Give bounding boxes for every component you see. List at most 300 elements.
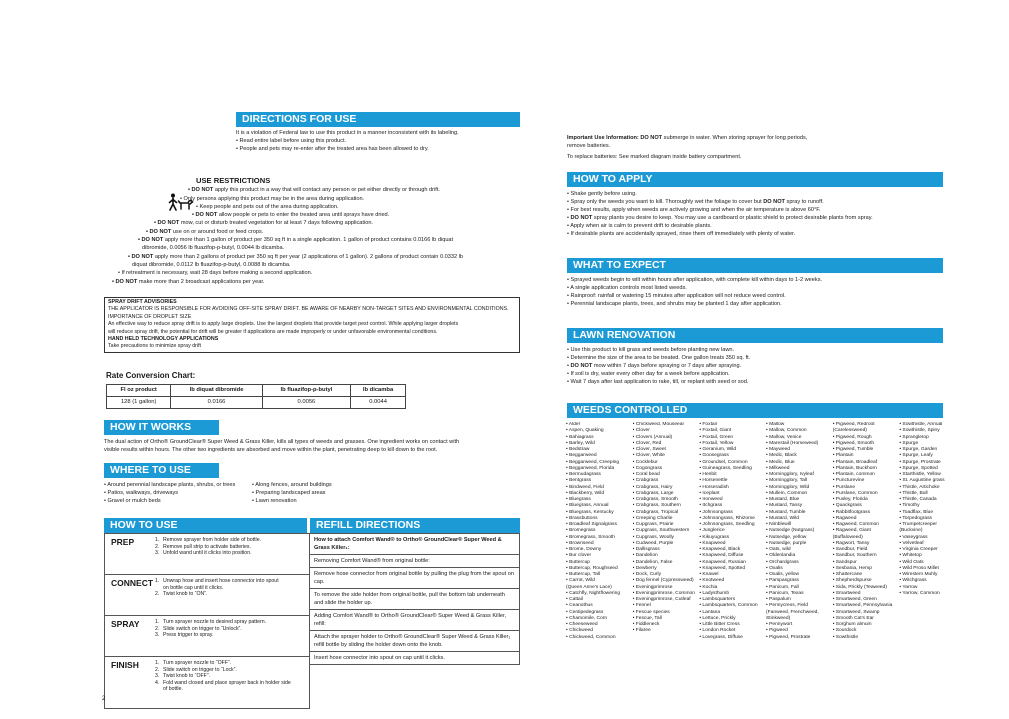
weed-item: • Timothy [899, 503, 920, 509]
how-to-apply-section [567, 172, 943, 239]
where-item: • Around perennial landscape plants, shrubs, or trees [104, 482, 236, 488]
weed-item: • Smartweed [832, 590, 861, 596]
restriction-line: • Keep people and pets out of the area during application. [196, 203, 339, 210]
weed-item: • Spurge, Spotted [899, 465, 938, 471]
expect-line: • Perennial landscape plants, trees, and shrubs may be planted 1 day after application. [567, 301, 782, 308]
weed-item: • Bedstraw [566, 447, 590, 452]
weed-item: • Cupgrass, Prairie [632, 522, 674, 527]
step-item: Slide switch on trigger to “Unlock”. [163, 625, 242, 632]
weeds-column [633, 422, 700, 641]
where-item: • Preparing landscaped areas [252, 490, 326, 497]
weed-item: • Bermudagrass [566, 472, 601, 477]
where-item: • Lawn renovation [252, 498, 297, 505]
weed-item: • Knawel [699, 572, 719, 577]
weed-item: • Dandelion [632, 553, 658, 559]
weed-item: • Eveningprimrose [632, 584, 673, 590]
weeds-column [833, 422, 900, 641]
weed-item: • Cocklebur [632, 459, 658, 465]
weed-item: • Johnsongrass, Rhizome [699, 515, 755, 521]
weed-item: • Plantain, Buckhorn [832, 465, 877, 471]
weed-item: • Spurge, Prostrate [899, 459, 941, 465]
refill-row: Removing Comfort Wand® from original bottle: [310, 555, 519, 568]
weed-item: • Sesbania, Hemp [832, 565, 872, 571]
restriction-line: • Only persons applying this product may be in the area during application. [180, 195, 365, 202]
weed-item: • Purslane, Common [832, 490, 878, 496]
weed-item: • Knapweed, Spotted [699, 565, 746, 571]
weed-item: • Dewberry [632, 565, 657, 571]
weed-item: • Knapweed, Diffuse [699, 553, 744, 559]
weed-item: • Mayweed [766, 447, 791, 452]
what-to-expect-section [567, 258, 943, 308]
weed-item: • Fiddleneck [632, 622, 660, 627]
weed-item: • Chickweed, Common [566, 634, 616, 640]
apply-line: • Shake gently before using. [567, 191, 637, 197]
weed-item: • Morningglory, Tall [766, 478, 807, 484]
weed-item: • Barley, Wild [566, 440, 595, 446]
weed-item: • Cogongrass [632, 465, 663, 471]
weed-item: • Horsenettle [699, 478, 728, 484]
weed-item: • Beggarweed, Florida [566, 465, 615, 471]
directions-line: • Read entire label before using this product. [236, 137, 347, 144]
rate-header: Fl oz product [107, 385, 171, 397]
restriction-line: • DO NOT allow people or pets to enter the treated area until sprays have dried. [192, 212, 390, 219]
weed-item: • Thistle, Bull [899, 490, 928, 496]
weed-item: • Pigweed, Redroot [832, 422, 875, 427]
weed-item: • Oxalis, yellow [766, 572, 799, 577]
refill-directions-section [310, 518, 520, 665]
weed-item: • Dog fennel (Cypressweed) [632, 578, 694, 584]
step-item: Unwrap hose and insert hose connector into spout [163, 578, 279, 584]
weed-item: • Clover, Red [632, 440, 662, 446]
weed-item: • Plantain, Broadleaf [832, 459, 878, 465]
weed-item: • Mustard, Tansy [766, 503, 803, 509]
weed-item: • Spurge [899, 440, 919, 446]
weed-item: • Cupgrass, Southwestern [632, 528, 690, 534]
weed-item: • Eveningprimrose, Common [632, 590, 695, 596]
weed-item: (Buffaloweed) [832, 534, 863, 540]
lawn-renovation-section [567, 328, 943, 386]
restriction-line: • DO NOT apply more than 1 gallon of product per 350 sq ft in a single application. 1 gallon of product contains 0.0166 lb diquat [138, 237, 454, 244]
where-item: • Gravel or mulch beds [104, 498, 161, 505]
apply-line: • If desirable plants are accidentally sprayed, rinse them off immediately with plenty of water. [567, 231, 796, 238]
restriction-line: dibromide, 0.0056 lb fluazifop-p-butyl, 0.0044 lb dicamba. [142, 245, 285, 252]
weed-item: • Spurge, Garden [899, 447, 938, 452]
weed-item: • Chamomile, Corn [566, 615, 608, 621]
weed-item: • Ceanothus [566, 603, 593, 609]
weeds-column [566, 422, 633, 641]
weed-item: • Toadflax, Blue [899, 509, 934, 515]
weed-item: • Fescue, Tall [632, 615, 662, 621]
weed-item: • Buttercup [566, 559, 591, 565]
weed-item: • Bluegrass, Annual [566, 503, 609, 509]
weed-item: • Knotweed [699, 578, 725, 584]
rate-chart-title: Rate Conversion Chart: [106, 371, 196, 380]
step-spray: SPRAY 1. Turn sprayer nozzle to desired spray pattern. 2. Slide switch on trigger to “Unlock”. 3. Press trigger to spray. [105, 616, 309, 657]
weed-item: • Bahiagrass [566, 434, 594, 440]
weed-item: • Oldenlandia [766, 553, 796, 559]
weed-item: • Iceplant [699, 490, 720, 496]
apply-line: • Spray only the weeds you want to kill. Thoroughly wet the foliage to cover but DO NOT spray to runoff. [567, 199, 824, 206]
weed-item: • Little Bitter Cress [699, 622, 740, 627]
step-item: Turn sprayer nozzle to desired spray pattern. [163, 619, 267, 625]
important-label: Important Use Information: [567, 135, 639, 141]
weed-item: • Beggarweed [566, 453, 597, 459]
weed-item: • Sprangletop [899, 434, 929, 440]
weed-item: • Brownseed [566, 540, 594, 546]
weed-item: • Mallow, Venice [766, 434, 802, 440]
weed-item: • Foxtail, Green [699, 434, 734, 440]
weed-item: • Nutsedge (Nutgrass) [766, 528, 815, 534]
step-item: Turn sprayer nozzle to “OFF”. [163, 660, 232, 666]
weed-item: • Sowthistle [832, 634, 859, 640]
weed-item: • Velvetleaf [899, 540, 924, 546]
weed-item: • Lambsquarters [699, 597, 736, 602]
weed-item: • Dallisgrass [632, 547, 660, 552]
weed-item: • Itchgrass [699, 503, 723, 509]
weed-item: • Dandelion, False [632, 559, 673, 565]
hand-held-title: HAND HELD TECHNOLOGY APPLICATIONS [108, 336, 219, 343]
directions-body [236, 127, 520, 153]
weed-item: • Vaseygrass [899, 534, 928, 540]
lawn-line: • Use this product to kill grass and weeds before planting new lawn. [567, 347, 735, 353]
directions-for-use-section [236, 112, 520, 153]
what-to-expect-header: WHAT TO EXPECT [567, 258, 943, 273]
weeds-column [699, 422, 766, 641]
restriction-line: diquat dibromide, 0.0112 lb fluazifop-p-butyl, 0.0088 lb dicamba. [132, 261, 291, 268]
weed-item: • Smartweed, Green [832, 597, 877, 602]
weed-item: • Kikuyugrass [699, 534, 730, 540]
step-item: Fold wand closed and place sprayer back in holder side [163, 679, 291, 686]
lawn-renovation-header: LAWN RENOVATION [567, 328, 943, 343]
weed-item: (Buckvine) [899, 528, 923, 534]
how-it-works-text: visible results within hours. The other two ingredients are absorbed and move within the plant, penetrating deep to kill down to the root. [104, 447, 438, 453]
weed-item: • Crabgrass, Hairy [632, 484, 673, 490]
weed-item: • Sowthistle, Spiny [899, 428, 940, 434]
weed-item: • Lantana [699, 609, 721, 615]
step-item: Remove pull strip to activate batteries. [163, 543, 251, 550]
restriction-line: • DO NOT apply more than 2 gallons of product per 350 sq ft per year (2 applications of 1 gallon). 2 gallons of product contain 0.0332 lb [128, 253, 463, 260]
droplet-size-title: IMPORTANCE OF DROPLET SIZE [108, 313, 192, 320]
weed-item: • Torpedograss [899, 515, 932, 521]
weed-item: • Creeping Charlie [632, 515, 673, 521]
weed-item: • Ragweed, Giant [832, 528, 871, 534]
step-item: Twist knob to “OFF”. [163, 673, 210, 680]
weed-item: • Chickweed [566, 628, 593, 634]
weed-item: • Chickweed, Mouseear [632, 422, 685, 427]
weed-item: • Fescue species [632, 609, 670, 615]
weed-item: • Carrot, Wild [566, 578, 595, 584]
weed-item: • Pigweed, Tumble [832, 447, 874, 452]
weed-item: • Milkweed [766, 465, 790, 471]
weed-item: • Cheeseweed [566, 622, 598, 627]
weed-item: • Fennel [632, 603, 651, 609]
weed-item: • Brome, Downy [566, 547, 602, 552]
weed-item: • Brassbuttons [566, 515, 598, 521]
page-number: 2 [102, 696, 106, 702]
step-name: PREP [111, 537, 135, 547]
weed-item: • Sandbur, Southern [832, 553, 877, 559]
weed-item: • London Rocket [699, 628, 736, 634]
weed-item: • Eveningprimrose, Cutleaf [632, 597, 691, 602]
weed-item: • Spurge, Leafy [899, 453, 933, 459]
restriction-line: • DO NOT mow, cut or disturb treated vegetation for at least 7 days following application. [154, 220, 373, 227]
weed-item: • Quackgrass [832, 503, 862, 509]
how-it-works-text: The dual action of Ortho® GroundClear® Super Weed & Grass Killer, kills all types of weeds and grasses. One ingredient works on contact with [104, 439, 460, 445]
weed-item: • Bromegrass, Smooth [566, 534, 616, 540]
weed-item: • Dock, Curly [632, 572, 662, 577]
how-it-works-section [104, 420, 520, 454]
weed-item: • Foxtail [699, 422, 717, 427]
weeds-column [899, 422, 966, 641]
droplet-text: will reduce spray drift, the potential for drift will be greater if applications are made improperly or under unfavorable environmental conditions. [108, 328, 438, 335]
important-text: remove batteries. [567, 143, 611, 150]
weed-item: • Horseradish [699, 484, 729, 490]
weed-item: • Virginia Creeper [899, 547, 938, 552]
step-item: Remove sprayer from holder side of bottle. [163, 537, 262, 543]
weed-item: • Bentgrass [566, 478, 592, 484]
directions-line: • People and pets may re-enter after the treated area has been allowed to dry. [236, 145, 429, 152]
weed-item: • Nutsedge, purple [766, 540, 807, 546]
weed-item: • Cupgrass, Woolly [632, 534, 674, 540]
rate-header: lb fluazifop-p-butyl [262, 385, 350, 397]
weed-item: • Plantain [832, 453, 854, 459]
weed-item: • Bluegrass [566, 497, 591, 502]
weed-item: • Lettuce, Prickly [699, 615, 736, 621]
weed-item: • Pigweed, Smooth [832, 440, 875, 446]
weed-item: • Rabbitfootgrass [832, 509, 871, 515]
weed-item: • Bluegrass, Kentucky [566, 509, 614, 515]
weed-item: • Wild Proso Millet [899, 565, 939, 571]
lawn-line: • DO NOT mow within 7 days before spraying or 7 days after spraying. [567, 363, 742, 370]
lawn-line: • If soil is dry, water every other day for a week before application. [567, 371, 730, 378]
weed-item: • Pampasgrass [766, 578, 799, 584]
weed-item: • Goosegrass [699, 453, 729, 459]
weed-item: • Foxtail, Yellow [699, 440, 734, 446]
person-and-dog-icon [168, 193, 194, 211]
weed-item: • Whitetop [899, 553, 922, 559]
weed-item: • Panicum, Fall [766, 584, 799, 590]
weed-item: • Mustard, Blue [766, 497, 800, 502]
weed-item: • Groundsel, Common [699, 459, 748, 465]
rate-cell: 0.0166 [171, 397, 262, 409]
weed-item: • Shattercane [832, 572, 863, 577]
weed-item: • Catchfly, Nightflowering [566, 590, 621, 596]
weed-item: • Cattail [566, 597, 583, 602]
weed-item: • Clover [632, 428, 650, 434]
step-item: of bottle. [163, 686, 183, 693]
restriction-line: • DO NOT use on or around food or feed crops. [146, 228, 264, 235]
weed-item: • Crabgrass, Smooth [632, 497, 678, 502]
step-item: Twist knob to “ON”. [163, 591, 208, 598]
weed-item: • Sorghum almum [832, 622, 872, 627]
refill-row: How to attach Comfort Wand® to Ortho® GroundClear® Super Weed & Grass Killer₁: [310, 534, 519, 555]
weed-item: • Wild Oats [899, 559, 924, 565]
weed-item: • Crabgrass, Tropical [632, 509, 679, 515]
weeds-list [566, 422, 966, 641]
weed-item: • Nimblewill [766, 522, 792, 527]
weed-item: • Blackberry, Wild [566, 490, 605, 496]
weed-item: • Junglerice [699, 528, 725, 534]
step-item: Press trigger to spray. [163, 632, 214, 639]
weed-item: • Thistle, Artichoke [899, 484, 940, 490]
weed-item: • Oats, wild [766, 547, 791, 552]
weed-item: • Johnsongrass [699, 509, 733, 515]
refill-row: Adding Comfort Wand® to Ortho® GroundClear® Super Weed & Grass Killer, refill: [310, 610, 519, 631]
weed-item: • Nutsedge, yellow [766, 534, 807, 540]
weeds-controlled-section [567, 403, 943, 418]
weed-item: • Clovers (Annual) [632, 434, 673, 440]
weed-item: • Kochia [699, 584, 718, 590]
weed-item: • Henbit [699, 472, 717, 477]
weed-item: • Sandbur, Field [832, 547, 868, 552]
weed-item: • Buttercup, Roughseed [566, 565, 618, 571]
restriction-line: • DO NOT make more than 2 broadcast applications per year. [112, 278, 265, 285]
weed-item: • Puncturevine [832, 478, 865, 484]
where-to-use-section [104, 463, 520, 506]
rate-cell: 0.0056 [262, 397, 350, 409]
where-item: • Patios, walkways, driveways [104, 490, 179, 497]
weed-item: • Pigweed, Prostrate [766, 634, 811, 640]
weed-item: • Pusley, Florida [832, 497, 868, 502]
weed-item: • Lovegrass, Diffuse [699, 634, 743, 640]
droplet-text: An effective way to reduce spray drift is to apply large droplets. Use the largest droplets that provide target pest control. While applying larger droplets [108, 321, 459, 328]
how-it-works-header: HOW IT WORKS [104, 420, 219, 435]
rate-cell: 0.0044 [351, 397, 406, 409]
step-finish: FINISH 1. Turn sprayer nozzle to “OFF”. 2. Slide switch on trigger to “Lock”. 3. Twist knob to “OFF”. 4. Fold wand closed and place sprayer back in holder side of bottle. [105, 657, 309, 709]
refill-row: Remove hose connector from original bottle by pulling the plug from the spout on cap. [310, 568, 519, 589]
spray-drift-title: SPRAY DRIFT ADVISORIES [108, 299, 177, 305]
weed-item: • Bromegrass [566, 528, 596, 534]
weed-item: • Purslane [832, 484, 856, 490]
step-item: Unfold wand until it clicks into position. [163, 550, 252, 557]
rate-header: lb dicamba [351, 385, 406, 397]
weed-item: • Mallow [766, 422, 785, 427]
weeds-controlled-header: WEEDS CONTROLLED [567, 403, 943, 418]
weed-item: • Wirestem Muhly [899, 572, 938, 577]
weed-item: • Medic, Blue [766, 459, 795, 465]
weed-item: • Clover, Sweet [632, 447, 666, 452]
use-restrictions-title: USE RESTRICTIONS [196, 176, 271, 185]
weed-item: (Fanweed, Frenchweed, [766, 609, 819, 615]
weed-item: • Buttercup, Tall [566, 572, 600, 577]
apply-line: • DO NOT spray plants you desire to keep. You may use a cardboard or plastic shield to protect desirable plants from spray. [567, 215, 873, 222]
apply-line: • Apply when air is calm to prevent drift to desirable plants. [567, 223, 712, 230]
rate-cell: 128 (1 gallon) [107, 397, 171, 409]
weed-item: • Crabgrass [632, 478, 659, 484]
weed-item: • Morningglory, Wild [766, 484, 810, 490]
weed-item: • Ladysthumb [699, 590, 730, 596]
weed-item: • Panicum, Texas [766, 590, 804, 596]
refill-row: To remove the side holder from original bottle, pull the bottom tab underneath and slide the holder up. [310, 589, 519, 610]
weed-item: • Filaree [632, 628, 651, 634]
weed-item: • Smooth Cat's Ear [832, 615, 874, 621]
weed-item: • Coral bead [632, 472, 660, 477]
weed-item: • Knapweed, Russian [699, 559, 746, 565]
step-name: FINISH [111, 660, 139, 670]
weed-item: • Ragwort, Tansy [832, 540, 870, 546]
apply-line: • For best results, apply when weeds are actively growing and when the air temperature is above 60°F. [567, 207, 821, 214]
directions-line: It is a violation of Federal law to use this product in a manner inconsistent with its labeling. [236, 130, 459, 136]
weed-item: • Oxalis [766, 565, 783, 571]
weed-item: Stinkweed) [766, 615, 791, 621]
where-to-use-column [252, 481, 400, 506]
how-to-apply-header: HOW TO APPLY [567, 172, 943, 187]
how-to-use-section [104, 518, 310, 709]
weed-item: • Broadleaf Signalgrass [566, 522, 617, 527]
weed-item: • Centipedegrass [566, 609, 604, 615]
weed-item: • Cudweed, Purple [632, 540, 674, 546]
weed-item: • Thistle, Canada [899, 497, 937, 502]
weed-item: • Knapweed [699, 540, 726, 546]
step-item: Slide switch on trigger to “Lock”. [163, 666, 237, 673]
weed-item: • Foxtail, Giant [699, 428, 732, 434]
weed-item: • Johnsongrass, Seedling [699, 522, 755, 527]
weed-item: • Pigweed [766, 628, 788, 634]
refill-row: Insert hose connector into spout on cap until it clicks. [310, 652, 519, 665]
weed-item: • Ragweed [832, 515, 857, 521]
weed-item: • Smartweed, Pennsylvania [832, 603, 893, 609]
weed-item: • Sandspur [832, 559, 857, 565]
spray-drift-box [104, 297, 520, 353]
weed-item: • Pennywort [766, 622, 793, 627]
refill-directions-header: REFILL DIRECTIONS [310, 518, 520, 533]
weed-item: • Sowthistle, Annual [899, 422, 943, 427]
step-name: CONNECT [111, 578, 154, 588]
weed-item: • Mustard, Wild [766, 515, 799, 521]
where-to-use-header: WHERE TO USE [104, 463, 219, 478]
weed-item: • Geranium, Wild [699, 447, 737, 452]
weed-item: • Ragweed, Common [832, 522, 879, 527]
weed-item: • Pigweed, Rough [832, 434, 872, 440]
weed-item: • Sida, Prickly (Teaweed) [832, 584, 887, 590]
weeds-column [766, 422, 833, 641]
step-name: SPRAY [111, 619, 140, 629]
weed-item: • Medic, Black [766, 453, 797, 459]
weed-item: • Witchgrass [899, 578, 927, 584]
directions-for-use-header: DIRECTIONS FOR USE [236, 112, 520, 127]
weed-item: • Beggarweed, Creeping [566, 459, 620, 465]
weed-item: • Guineagrass, Seedling [699, 465, 752, 471]
important-use-info: Important Use Information: DO NOT submerge in water. When storing sprayer for long periods, remove batteries. To replace batteries: See marked diagram inside battery compartment. [567, 134, 939, 161]
weed-item: • Mullein, Common [766, 490, 808, 496]
weed-item: • Pennycress, Field [766, 603, 808, 609]
weed-item: • Mustard, Tumble [766, 509, 806, 515]
weed-item: • Shepherdspurse [832, 578, 872, 584]
lawn-line: • Determine the size of the area to be treated. One gallon treats 350 sq. ft. [567, 355, 751, 362]
weed-item: (Carelessweed) [832, 428, 867, 434]
weed-item: • Alder [566, 422, 581, 427]
weed-item: • Knapweed, Black [699, 547, 741, 552]
weed-item: • Clover, White [632, 453, 665, 459]
battery-text: To replace batteries: See marked diagram inside battery compartment. [567, 153, 742, 160]
expect-line: • A single application controls most listed weeds. [567, 285, 687, 292]
where-item: • Along fences, around buildings [252, 482, 332, 488]
restriction-line: • If retreatment is necessary, wait 28 days before making a second application. [118, 270, 313, 277]
refill-row: Attach the sprayer holder to Ortho® GroundClear® Super Weed & Grass Killer₁ refill bottle by sliding the holder down onto the knob. [310, 631, 519, 652]
weed-item: (Queen Anne's Lace) [566, 584, 612, 590]
how-to-use-header: HOW TO USE [104, 518, 307, 533]
step-connect: CONNECT 1. Unwrap hose and insert hose connector into spout on bottle cap until it clicks. 2. Twist knob to “ON”. [105, 575, 309, 616]
weed-item: • Plantain, common [832, 472, 875, 477]
weed-item: • Crabgrass, Southern [632, 503, 681, 509]
restriction-line: • DO NOT apply this product in a way that will contact any person or pet either directly or through drift. [188, 187, 440, 194]
weed-item: • Aspen, Quaking [566, 428, 604, 434]
weed-item: • Starthistle, Yellow [899, 472, 941, 477]
spray-drift-warning: THE APPLICATOR IS RESPONSIBLE FOR AVOIDING OFF-SITE SPRAY DRIFT. BE AWARE OF NEARBY NON-TARGET SITES AND ENVIRONMENTAL CONDITIONS. [108, 306, 509, 313]
use-restrictions-section [100, 177, 520, 286]
rate-conversion-table [106, 384, 406, 409]
weed-item: • Yarrow, Common [899, 590, 940, 596]
